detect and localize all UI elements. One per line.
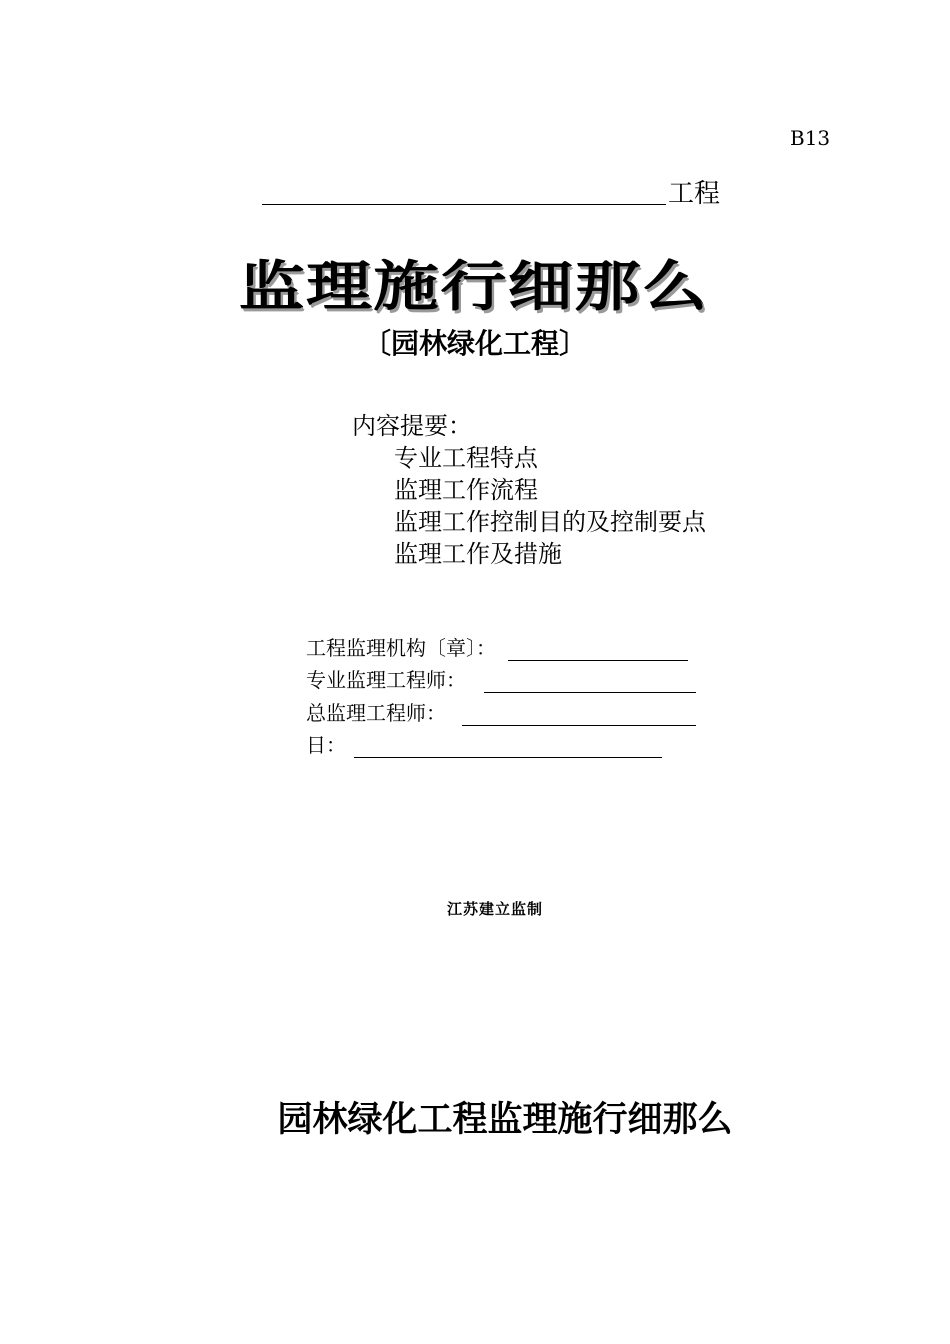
project-name-blank-line [262,178,666,205]
summary-item: 监理工作控制目的及控制要点 [394,508,706,536]
summary-item: 专业工程特点 [394,444,538,472]
main-title: 监理施行细那么 [238,255,710,318]
agency-label: 工程监理机构〔章〕： [306,636,496,660]
next-page-title: 园林绿化工程监理施行细那么 [277,1100,733,1140]
document-code: B13 [790,126,831,150]
issuing-authority: 江苏建立监制 [446,900,543,918]
specialist-engineer-label: 专业监理工程师： [306,668,466,692]
summary-item: 监理工作流程 [394,476,538,504]
date-line [354,739,662,758]
specialist-signature-line [484,674,696,693]
sub-title: 〔园林绿化工程〕 [362,327,587,360]
signature-row-specialist [306,664,696,693]
agency-signature-line [508,642,688,661]
summary-heading: 内容提要： [352,412,472,440]
signature-row-date [306,729,662,758]
chief-engineer-label: 总监理工程师： [306,701,446,725]
chief-signature-line [462,707,696,726]
signature-row-chief [306,697,696,726]
date-label: 日： [306,733,346,757]
signature-row-agency [306,632,688,661]
summary-item: 监理工作及措施 [394,540,562,568]
project-suffix: 工程 [668,179,721,209]
